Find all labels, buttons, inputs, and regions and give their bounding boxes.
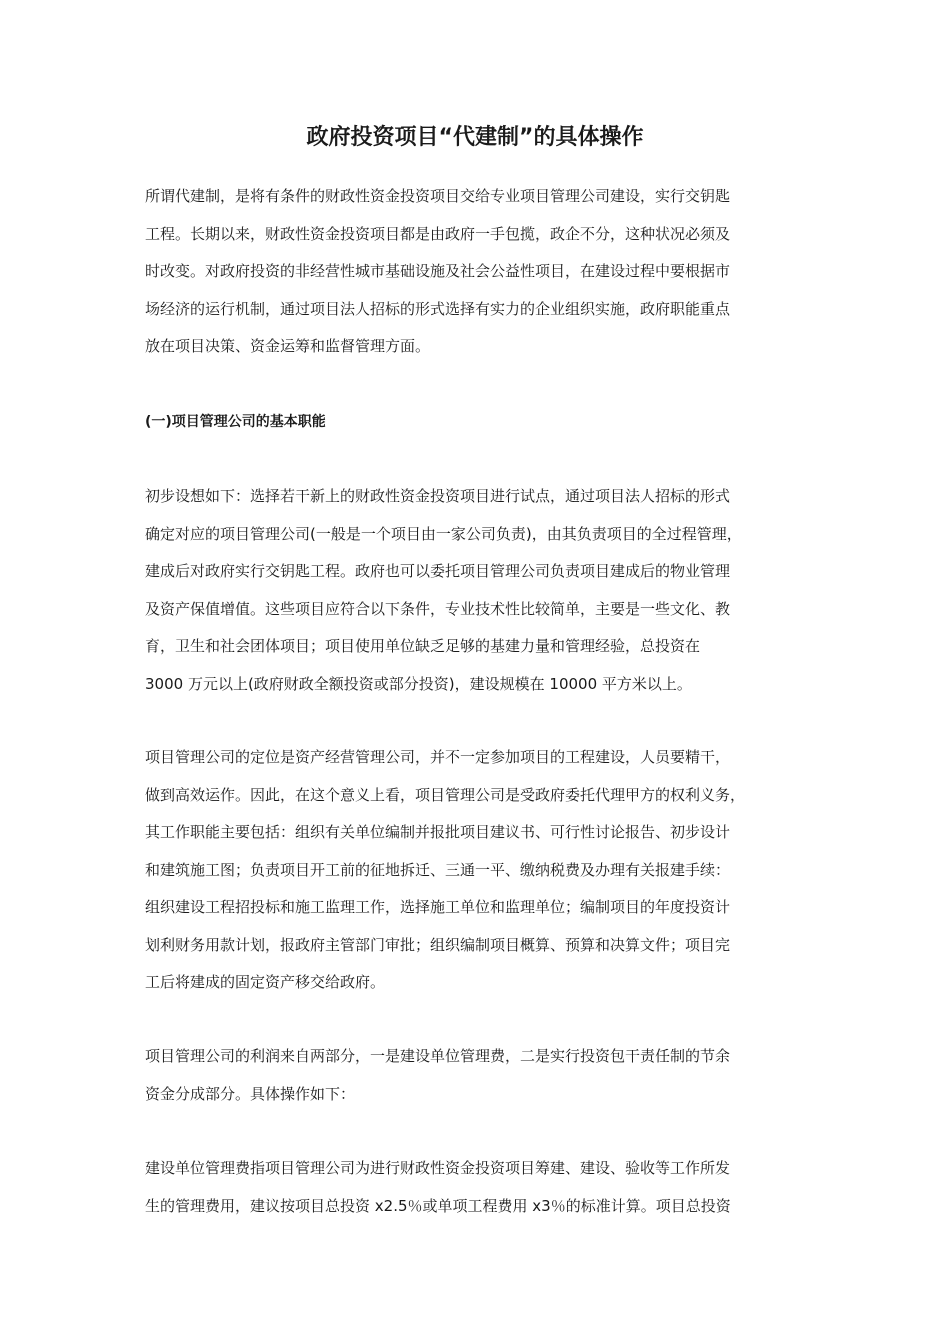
section-heading: (一)项目管理公司的基本职能 (145, 414, 326, 430)
paragraph-line: 时改变。对政府投资的非经营性城市基础设施及社会公益性项目，在建设过程中要根据市 (145, 262, 731, 280)
management-fee-paragraph (145, 1150, 810, 1225)
paragraph-line: 项目管理公司的定位是资产经营管理公司，并不一定参加项目的工程建设，人员要精干， (145, 748, 731, 766)
paragraph-line: 生的管理费用，建议按项目总投资 x2.5％或单项工程费用 x3％的标准计算。项目总投资 (145, 1196, 731, 1215)
paragraph-line: 育，卫生和社会团体项目；项目使用单位缺乏足够的基建力量和管理经验，总投资在 (145, 637, 701, 655)
paragraph-line: 所谓代建制，是将有条件的财政性资金投资项目交给专业项目管理公司建设，实行交钥匙 (145, 187, 731, 205)
paragraph-line: 确定对应的项目管理公司(一般是一个项目由一家公司负责)，由其负责项目的全过程管理， (145, 524, 742, 543)
paragraph-line: 划利财务用款计划，报政府主管部门审批；组织编制项目概算、预算和决算文件；项目完 (145, 935, 731, 954)
paragraph-line: 做到高效运作。因此，在这个意义上看，项目管理公司是受政府委托代理甲方的权利义务， (145, 785, 746, 804)
paragraph-line: 场经济的运行机制，通过项目法人招标的形式选择有实力的企业组织实施，政府职能重点 (145, 299, 731, 318)
positioning-paragraph (145, 739, 810, 1002)
paragraph-line: 组织建设工程招投标和施工监理工作，选择施工单位和监理单位；编制项目的年度投资计 (145, 898, 731, 916)
paragraph-line: 建设单位管理费指项目管理公司为进行财政性资金投资项目筹建、建设、验收等工作所发 (145, 1159, 731, 1177)
paragraph-line: 及资产保值增值。这些项目应符合以下条件，专业技术性比较简单，主要是一些文化、教 (145, 599, 731, 618)
paragraph-line: 资金分成部分。具体操作如下： (145, 1084, 356, 1103)
plan-paragraph (145, 478, 810, 703)
intro-paragraph (145, 178, 810, 366)
document-title: 政府投资项目“代建制”的具体操作 (306, 125, 644, 150)
paragraph-line: 工后将建成的固定资产移交给政府。 (145, 973, 386, 991)
paragraph-line: 放在项目决策、资金运筹和监督管理方面。 (145, 337, 431, 355)
paragraph-line: 和建筑施工图；负责项目开工前的征地拆迁、三通一平、缴纳税费及办理有关报建手续： (145, 860, 731, 879)
paragraph-line: 建成后对政府实行交钥匙工程。政府也可以委托项目管理公司负责项目建成后的物业管理 (145, 562, 731, 580)
paragraph-line: 初步设想如下：选择若干新上的财政性资金投资项目进行试点，通过项目法人招标的形式 (145, 487, 731, 505)
paragraph-line: 3000 万元以上(政府财政全额投资或部分投资)，建设规模在 10000 平方米以上。 (145, 674, 692, 693)
paragraph-line: 项目管理公司的利润来自两部分，一是建设单位管理费，二是实行投资包干责任制的节余 (145, 1047, 731, 1065)
paragraph-line: 工程。长期以来，财政性资金投资项目都是由政府一手包揽，政企不分，这种状况必须及 (145, 224, 731, 243)
paragraph-line: 其工作职能主要包括：组织有关单位编制并报批项目建议书、可行性讨论报告、初步设计 (145, 823, 731, 841)
profit-paragraph (145, 1038, 810, 1113)
